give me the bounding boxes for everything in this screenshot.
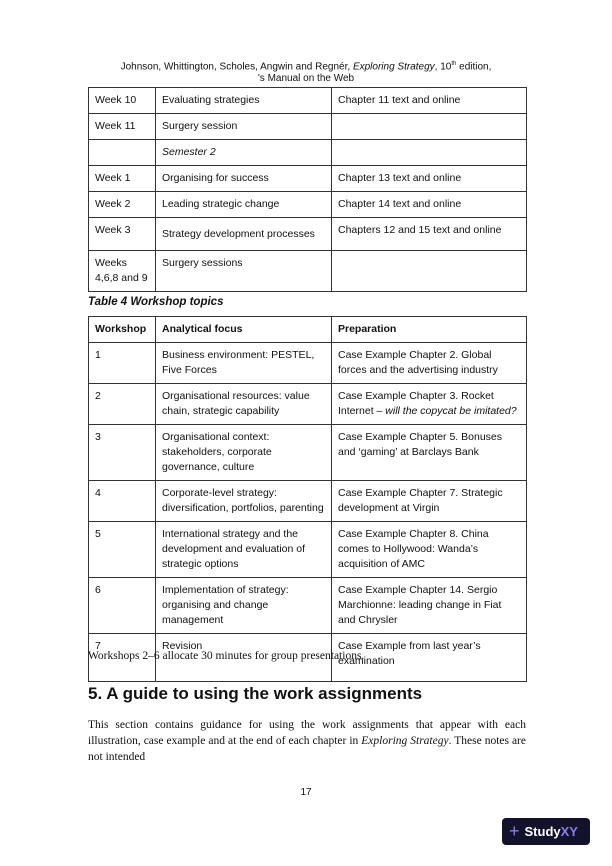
body-paragraph xyxy=(88,717,526,765)
table-cell: Organising for success xyxy=(156,166,332,192)
table-cell: 1 xyxy=(89,343,156,384)
table-cell: Week 3 xyxy=(89,218,156,251)
table-cell: Case Example Chapter 8. China comes to Hollywood: Wanda’s acquisition of AMC xyxy=(332,522,527,578)
table-cell: Week 2 xyxy=(89,192,156,218)
table-cell: 6 xyxy=(89,578,156,634)
table-cell: Leading strategic change xyxy=(156,192,332,218)
table-caption: Table 4 Workshop topics xyxy=(88,296,224,308)
table-cell: Weeks 4,6,8 and 9 xyxy=(89,251,156,292)
page-number: 17 xyxy=(300,787,312,798)
table-row xyxy=(89,88,527,114)
para-text: . These notes are not intended xyxy=(88,735,526,763)
table-cell: Chapter 13 text and online xyxy=(332,166,527,192)
workshop-note: Workshops 2–6 allocate 30 minutes for group presentations. xyxy=(88,650,365,662)
badge-text: Study xyxy=(524,824,561,839)
table-cell: Strategy development processes xyxy=(156,218,332,251)
header-authors: Johnson, Whittington, Scholes, Angwin and Regnér, xyxy=(120,61,353,73)
table-cell xyxy=(332,114,527,140)
table-row xyxy=(89,384,527,425)
table-cell xyxy=(332,140,527,166)
table-row xyxy=(89,114,527,140)
header-title: Exploring Strategy xyxy=(352,61,435,73)
table-cell: International strategy and the development and evaluation of strategic options xyxy=(156,522,332,578)
table-cell xyxy=(89,140,156,166)
header-edition: , 10 xyxy=(434,61,452,73)
para-text: This section contains guidance for using the work assignments that appear with each illustration, case example and at the end of each chapter in xyxy=(88,719,526,747)
table-row xyxy=(89,218,527,251)
running-header xyxy=(0,58,612,85)
table-row xyxy=(89,140,527,166)
table-cell: Surgery session xyxy=(156,114,332,140)
table-cell: Week 11 xyxy=(89,114,156,140)
table-cell: Chapter 11 text and online xyxy=(332,88,527,114)
table-row xyxy=(89,166,527,192)
table-cell: Semester 2 xyxy=(156,140,332,166)
badge-text-accent: XY xyxy=(560,824,578,839)
col-header: Preparation xyxy=(332,317,527,343)
col-header: Workshop xyxy=(89,317,156,343)
table-cell: Evaluating strategies xyxy=(156,88,332,114)
table-cell: Case Example Chapter 5. Bonuses and ‘gaming’ at Barclays Bank xyxy=(332,425,527,481)
table-cell: 7 xyxy=(89,634,156,682)
table-cell: Implementation of strategy: organising and change management xyxy=(156,578,332,634)
table-cell: Case Example Chapter 7. Strategic development at Virgin xyxy=(332,481,527,522)
table-row xyxy=(89,481,527,522)
table-cell: 2 xyxy=(89,384,156,425)
table-row xyxy=(89,343,527,384)
table-cell: Organisational resources: value chain, strategic capability xyxy=(156,384,332,425)
cell-italic: will the copycat be imitated? xyxy=(385,405,517,417)
table-cell: Case Example Chapter 14. Sergio Marchionne: leading change in Fiat and Chrysler xyxy=(332,578,527,634)
table-cell: 4 xyxy=(89,481,156,522)
table-cell xyxy=(332,384,527,425)
workshop-table xyxy=(88,316,527,682)
header-sup: th xyxy=(451,61,457,67)
plus-icon: + xyxy=(509,821,520,841)
table-cell: 3 xyxy=(89,425,156,481)
table-row xyxy=(89,522,527,578)
para-title: Exploring Strategy xyxy=(361,735,449,747)
col-header: Analytical focus xyxy=(156,317,332,343)
table-cell: Chapter 14 text and online xyxy=(332,192,527,218)
table-cell: Business environment: PESTEL, Five Forces xyxy=(156,343,332,384)
schedule-table xyxy=(88,87,527,292)
table-cell: Corporate-level strategy: diversification, portfolios, parenting xyxy=(156,481,332,522)
table-row xyxy=(89,192,527,218)
table-cell: Chapters 12 and 15 text and online xyxy=(332,218,527,251)
table-cell xyxy=(332,251,527,292)
table-cell: Case Example from last year’s examination xyxy=(332,634,527,682)
header-line2: 's Manual on the Web xyxy=(257,73,355,85)
table-cell: Case Example Chapter 2. Global forces and the advertising industry xyxy=(332,343,527,384)
studyxy-badge[interactable] xyxy=(502,818,590,845)
table-row xyxy=(89,578,527,634)
cell-text: Case Example Chapter 3. Rocket Internet – xyxy=(338,390,494,417)
table-cell: Revision xyxy=(156,634,332,682)
table-cell: Surgery sessions xyxy=(156,251,332,292)
table-cell: Organisational context: stakeholders, corporate governance, culture xyxy=(156,425,332,481)
table-cell: Week 1 xyxy=(89,166,156,192)
header-post: edition, xyxy=(456,61,492,73)
table-row xyxy=(89,251,527,292)
table-cell: 5 xyxy=(89,522,156,578)
table-header-row xyxy=(89,317,527,343)
table-row xyxy=(89,425,527,481)
table-cell: Week 10 xyxy=(89,88,156,114)
section-heading: 5. A guide to using the work assignments xyxy=(88,684,423,703)
